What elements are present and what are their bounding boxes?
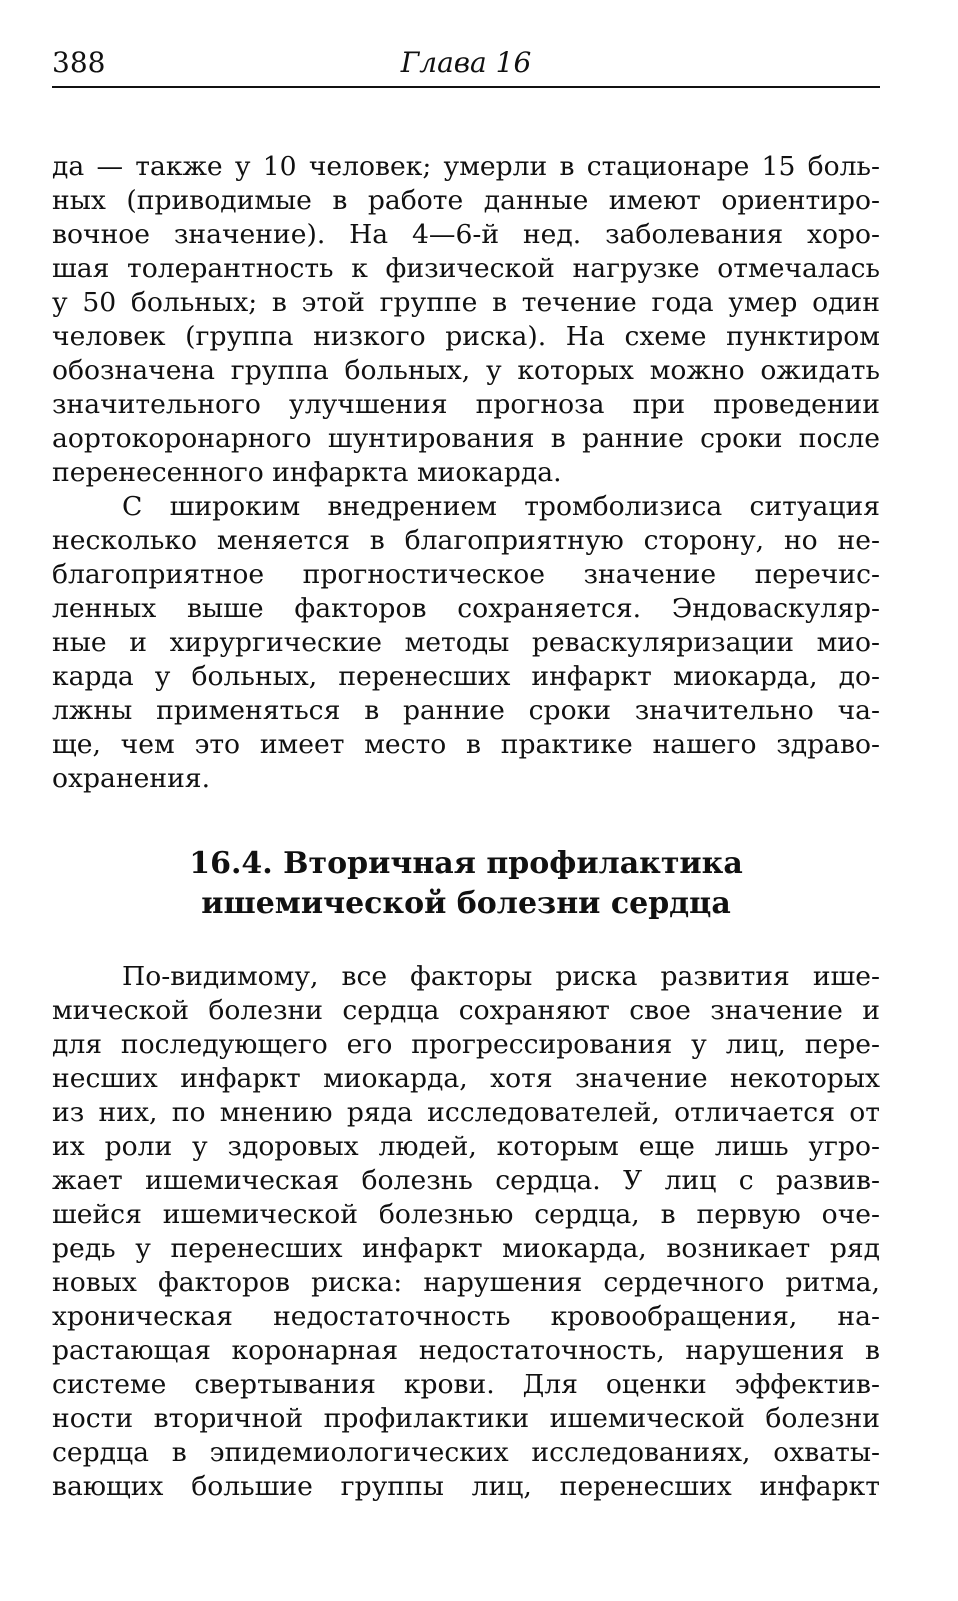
text-line: благоприятное прогностическое значение перечис- [52,559,880,590]
text-line: ще, чем это имеет место в практике нашего здраво- [52,729,880,760]
text-line: ленных выше факторов сохраняется. Эндоваскуляр- [52,593,880,624]
section-heading-line: 16.4. Вторичная профилактика [189,846,743,881]
text-line: системе свертывания крови. Для оценки эффектив- [52,1369,880,1400]
text-line: аортокоронарного шунтирования в ранние сроки после [52,423,880,454]
text-line: у 50 больных; в этой группе в течение года умер один [52,287,880,318]
text-line: ные и хирургические методы реваскуляризации мио- [52,627,880,658]
text-line: новых факторов риска: нарушения сердечного ритма, [52,1267,880,1298]
text-line: лжны применяться в ранние сроки значительно ча- [52,695,880,726]
text-line: мической болезни сердца сохраняют свое значение и [52,995,880,1026]
text-line: карда у больных, перенесших инфаркт миокарда, до- [52,661,880,692]
text-line: С широким внедрением тромболизиса ситуация [122,491,880,522]
text-line: охранения. [52,763,211,794]
text-line: для последующего его прогрессирования у лиц, пере- [52,1029,880,1060]
section-heading [52,844,880,924]
text-line: да — также у 10 человек; умерли в стационаре 15 боль- [52,151,880,182]
text-line: их роли у здоровых людей, которым еще лишь угро- [52,1131,880,1162]
text-line: обозначена группа больных, у которых можно ожидать [52,355,880,386]
page-number: 388 [52,46,106,79]
text-line: жает ишемическая болезнь сердца. У лиц с развив- [52,1165,880,1196]
section-heading-line: ишемической болезни сердца [201,886,731,921]
paragraph-thrombolysis [52,490,880,796]
text-line: шейся ишемической болезнью сердца, в первую оче- [52,1199,880,1230]
text-line: шая толерантность к физической нагрузке отмечалась [52,253,880,284]
text-line: перенесенного инфаркта миокарда. [52,457,562,488]
text-line: ности вторичной профилактики ишемической болезни [52,1403,880,1434]
text-line: человек (группа низкого риска). На схеме пунктиром [52,321,880,352]
text-line: хроническая недостаточность кровообращения, на- [52,1301,880,1332]
text-line: несших инфаркт миокарда, хотя значение некоторых [52,1063,880,1094]
page-header [52,44,880,88]
running-head-chapter: Глава 16 [400,46,532,79]
text-line: растающая коронарная недостаточность, нарушения в [52,1335,880,1366]
text-line: значительного улучшения прогноза при проведении [52,389,880,420]
text-line: из них, по мнению ряда исследователей, отличается от [52,1097,880,1128]
text-line: По-видимому, все факторы риска развития ише- [122,961,880,992]
text-line: редь у перенесших инфаркт миокарда, возникает ряд [52,1233,880,1264]
text-line: ных (приводимые в работе данные имеют ориентиро- [52,185,880,216]
text-line: несколько меняется в благоприятную сторону, но не- [52,525,880,556]
paragraph-secondary-prevention [52,960,880,1504]
paragraph-continuation [52,150,880,490]
book-page [52,0,880,1601]
text-line: вочное значение). На 4—6-й нед. заболевания хоро- [52,219,880,250]
text-line: вающих большие группы лиц, перенесших инфаркт [52,1471,880,1502]
text-line: сердца в эпидемиологических исследованиях, охваты- [52,1437,880,1468]
